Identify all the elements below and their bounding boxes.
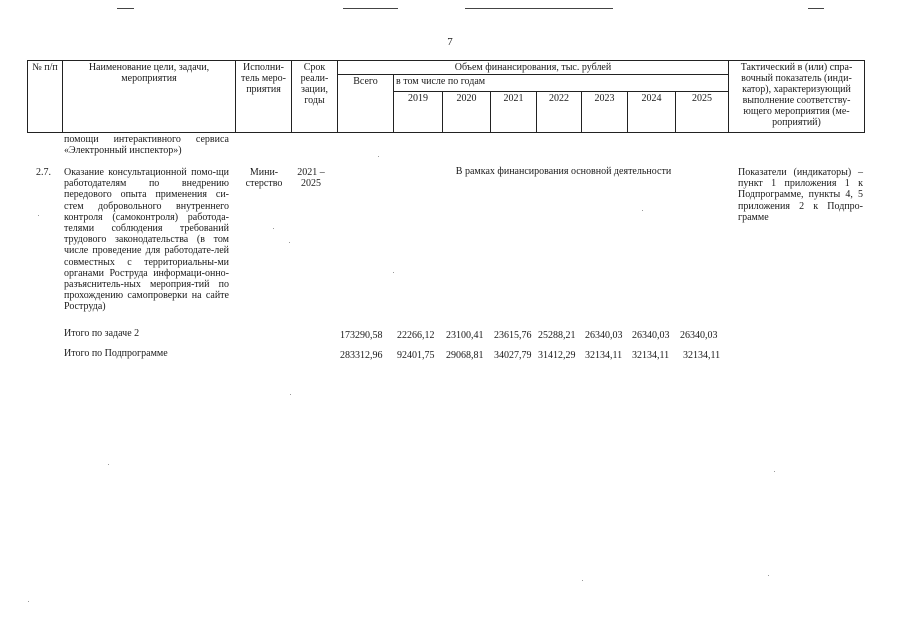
total-subprogram-2021: 34027,79 bbox=[494, 350, 532, 361]
total-task-label: Итого по задаче 2 bbox=[64, 328, 140, 339]
total-task-sum: 173290,58 bbox=[340, 330, 383, 341]
header-year-2021: 2021 bbox=[491, 92, 537, 133]
row-indicator: Показатели (индикаторы) – пункт 1 приложения 1 к Подпрограмме, пункты 4, 5 приложения 2 к Подпро-грамме bbox=[738, 167, 863, 223]
top-rule-2 bbox=[343, 8, 398, 9]
total-subprogram-2022: 31412,29 bbox=[538, 350, 576, 361]
total-task-2025: 26340,03 bbox=[680, 330, 718, 341]
scan-speck bbox=[273, 228, 274, 229]
scan-speck bbox=[28, 601, 29, 602]
scan-speck bbox=[38, 215, 39, 216]
header-year-2019: 2019 bbox=[394, 92, 443, 133]
header-name: Наименование цели, задачи, мероприятия bbox=[63, 61, 236, 133]
header-funding: Объем финансирования, тыс. рублей bbox=[338, 61, 729, 75]
scan-speck bbox=[290, 394, 291, 395]
top-rule-3 bbox=[465, 8, 613, 9]
total-task-2019: 22266,12 bbox=[397, 330, 435, 341]
header-year-2022: 2022 bbox=[537, 92, 582, 133]
page-number: 7 bbox=[447, 36, 453, 48]
header-executor: Исполни-тель меро-приятия bbox=[236, 61, 292, 133]
header-indicator: Тактический в (или) спра-вочный показатель (инди-катор), характеризующий выполнение соответству-ющего мероприятия (ме-роприятий) bbox=[729, 61, 865, 133]
scan-speck bbox=[108, 464, 109, 465]
row-term-end: 2025 bbox=[301, 178, 321, 189]
row-name: Оказание консультационной помо-щи работодателям по внедрению передового опыта применения си-стем добровольного внутреннего контроля (самоконтроля) работода-телями соблюдения требований трудового законодательства (в том числе проведение для работодате-лей совместных с территориальны-ми органами Роструда информаци-онно-разъяснитель-ных мероприя-тий по прохождению самопроверки на сайте Роструда) bbox=[64, 167, 229, 313]
total-subprogram-sum: 283312,96 bbox=[340, 350, 383, 361]
header-year-2023: 2023 bbox=[582, 92, 628, 133]
funding-table-header bbox=[27, 60, 865, 133]
row-executor: Мини-стерство bbox=[245, 167, 283, 190]
total-task-2021: 23615,76 bbox=[494, 330, 532, 341]
row-funding-note: В рамках финансирования основной деятельности bbox=[455, 166, 672, 177]
total-subprogram-label: Итого по Подпрограмме bbox=[64, 348, 168, 359]
header-by-years: в том числе по годам bbox=[394, 75, 729, 92]
scan-speck bbox=[378, 156, 379, 157]
scan-speck bbox=[642, 210, 643, 211]
header-year-2020: 2020 bbox=[443, 92, 491, 133]
total-task-2023: 26340,03 bbox=[585, 330, 623, 341]
total-subprogram-2023: 32134,11 bbox=[585, 350, 623, 361]
header-year-2024: 2024 bbox=[628, 92, 676, 133]
total-task-2022: 25288,21 bbox=[538, 330, 576, 341]
scan-speck bbox=[768, 575, 769, 576]
header-total: Всего bbox=[338, 75, 394, 133]
header-term: Срок реали-зации, годы bbox=[292, 61, 338, 133]
row-number: 2.7. bbox=[36, 167, 51, 178]
scan-speck bbox=[289, 242, 290, 243]
total-subprogram-2020: 29068,81 bbox=[446, 350, 484, 361]
row-term-start: 2021 – bbox=[297, 167, 325, 178]
total-subprogram-2024: 32134,11 bbox=[632, 350, 670, 361]
total-subprogram-2019: 92401,75 bbox=[397, 350, 435, 361]
header-year-2025: 2025 bbox=[676, 92, 729, 133]
scan-speck bbox=[393, 272, 394, 273]
total-subprogram-2025: 32134,11 bbox=[683, 350, 721, 361]
top-rule-4 bbox=[808, 8, 824, 9]
continued-row-text: помощи интерактивного сервиса «Электронный инспектор») bbox=[64, 134, 229, 157]
scan-speck bbox=[582, 580, 583, 581]
top-rule-1 bbox=[117, 8, 134, 9]
header-number: № п/п bbox=[28, 61, 63, 133]
scan-speck bbox=[774, 471, 775, 472]
total-task-2020: 23100,41 bbox=[446, 330, 484, 341]
total-task-2024: 26340,03 bbox=[632, 330, 670, 341]
